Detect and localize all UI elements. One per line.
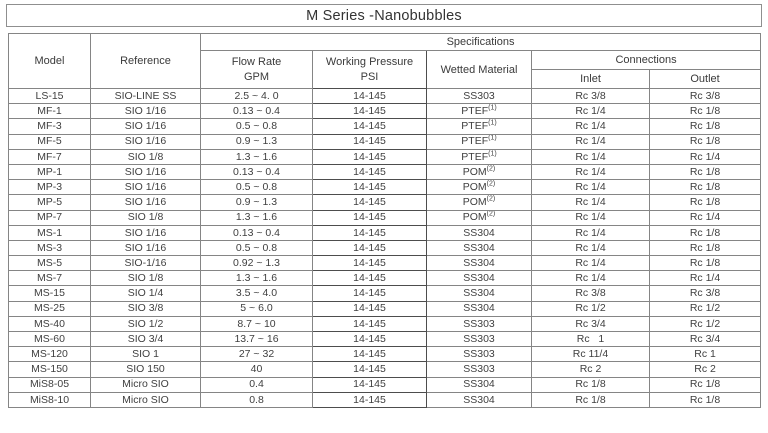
cell-inlet: Rc 1/4 xyxy=(532,164,650,179)
spec-table xyxy=(8,33,761,408)
header-flow-rate xyxy=(201,51,313,89)
page-title: M Series -Nanobubbles xyxy=(306,7,462,24)
cell-wetted-material: POM$^{(2)}$ xyxy=(427,180,532,195)
cell-inlet: Rc 2 xyxy=(532,362,650,377)
cell-flow-rate: 40 xyxy=(201,362,313,377)
cell-flow-rate: 0.5 ~ 0.8 xyxy=(201,180,313,195)
cell-model: MS-7 xyxy=(9,271,91,286)
cell-inlet: Rc 3/8 xyxy=(532,286,650,301)
cell-reference: SIO 1/16 xyxy=(91,119,201,134)
cell-model: MS-60 xyxy=(9,332,91,347)
cell-flow-rate: 0.13 ~ 0.4 xyxy=(201,104,313,119)
table-row xyxy=(9,377,761,392)
cell-outlet: Rc 1/8 xyxy=(650,104,761,119)
cell-inlet: Rc 3/4 xyxy=(532,316,650,331)
header-working-pressure xyxy=(313,51,427,89)
header-wetted-material: Wetted Material xyxy=(427,51,532,89)
cell-inlet: Rc 1 xyxy=(532,332,650,347)
cell-inlet: Rc 1/4 xyxy=(532,240,650,255)
cell-working-pressure: 14-145 xyxy=(313,104,427,119)
cell-inlet: Rc 1/4 xyxy=(532,104,650,119)
cell-model: MP-5 xyxy=(9,195,91,210)
cell-flow-rate: 0.92 ~ 1.3 xyxy=(201,256,313,271)
table-row xyxy=(9,271,761,286)
cell-reference: SIO-LINE SS xyxy=(91,89,201,104)
table-row xyxy=(9,332,761,347)
cell-reference: SIO 1/8 xyxy=(91,149,201,164)
cell-working-pressure: 14-145 xyxy=(313,134,427,149)
cell-flow-rate: 8.7 ~ 10 xyxy=(201,316,313,331)
cell-wetted-material: PTEF$^{(1)}$ xyxy=(427,104,532,119)
cell-outlet: Rc 1/8 xyxy=(650,392,761,407)
cell-working-pressure: 14-145 xyxy=(313,149,427,164)
header-working-pressure-label: Working Pressure xyxy=(325,55,414,68)
cell-reference: SIO-1/16 xyxy=(91,256,201,271)
cell-model: MS-40 xyxy=(9,316,91,331)
cell-model: MS-120 xyxy=(9,347,91,362)
cell-flow-rate: 1.3 ~ 1.6 xyxy=(201,210,313,225)
cell-flow-rate: 0.8 xyxy=(201,392,313,407)
table-row xyxy=(9,195,761,210)
cell-inlet: Rc 3/8 xyxy=(532,89,650,104)
wetted-material-note: (1) xyxy=(488,150,497,158)
header-model: Model xyxy=(9,34,91,89)
cell-wetted-material: POM$^{(2)}$ xyxy=(427,195,532,210)
cell-model: MS-3 xyxy=(9,240,91,255)
cell-flow-rate: 2.5 ~ 4. 0 xyxy=(201,89,313,104)
table-row xyxy=(9,89,761,104)
header-connections: Connections xyxy=(532,51,761,70)
cell-flow-rate: 0.5 ~ 0.8 xyxy=(201,240,313,255)
cell-wetted-material: SS303 xyxy=(427,316,532,331)
table-row xyxy=(9,180,761,195)
header-specifications: Specifications xyxy=(201,34,761,51)
cell-wetted-material: SS303 xyxy=(427,332,532,347)
cell-outlet: Rc 1/8 xyxy=(650,180,761,195)
table-row xyxy=(9,119,761,134)
cell-outlet: Rc 3/8 xyxy=(650,89,761,104)
cell-wetted-material: POM$^{(2)}$ xyxy=(427,164,532,179)
cell-reference: Micro SIO xyxy=(91,377,201,392)
cell-model: MiS8-10 xyxy=(9,392,91,407)
cell-flow-rate: 0.9 ~ 1.3 xyxy=(201,195,313,210)
header-flow-rate-label: Flow Rate xyxy=(231,55,282,68)
wetted-material-note: (2) xyxy=(486,210,496,218)
cell-reference: SIO 1/2 xyxy=(91,316,201,331)
cell-inlet: Rc 1/8 xyxy=(532,392,650,407)
cell-model: MP-3 xyxy=(9,180,91,195)
cell-working-pressure: 14-145 xyxy=(313,316,427,331)
table-row xyxy=(9,286,761,301)
cell-outlet: Rc 1/8 xyxy=(650,134,761,149)
cell-inlet: Rc 1/8 xyxy=(532,377,650,392)
cell-working-pressure: 14-145 xyxy=(313,210,427,225)
cell-reference: SIO 1 xyxy=(91,347,201,362)
cell-flow-rate: 0.13 ~ 0.4 xyxy=(201,164,313,179)
cell-working-pressure: 14-145 xyxy=(313,180,427,195)
cell-outlet: Rc 1/8 xyxy=(650,119,761,134)
table-row xyxy=(9,225,761,240)
table-row xyxy=(9,104,761,119)
cell-working-pressure: 14-145 xyxy=(313,392,427,407)
cell-outlet: Rc 1/8 xyxy=(650,377,761,392)
cell-wetted-material: PTEF$^{(1)}$ xyxy=(427,134,532,149)
cell-reference: SIO 1/8 xyxy=(91,271,201,286)
table-row xyxy=(9,210,761,225)
table-row xyxy=(9,240,761,255)
cell-model: MS-25 xyxy=(9,301,91,316)
cell-model: MP-1 xyxy=(9,164,91,179)
cell-working-pressure: 14-145 xyxy=(313,256,427,271)
cell-wetted-material: SS304 xyxy=(427,256,532,271)
cell-inlet: Rc 1/4 xyxy=(532,149,650,164)
cell-outlet: Rc 3/8 xyxy=(650,286,761,301)
cell-reference: SIO 1/4 xyxy=(91,286,201,301)
cell-reference: SIO 1/16 xyxy=(91,180,201,195)
cell-outlet: Rc 1/8 xyxy=(650,256,761,271)
header-flow-rate-unit: GPM xyxy=(243,70,270,83)
cell-wetted-material: SS303 xyxy=(427,347,532,362)
cell-working-pressure: 14-145 xyxy=(313,377,427,392)
cell-wetted-material: SS304 xyxy=(427,392,532,407)
cell-outlet: Rc 1/2 xyxy=(650,301,761,316)
cell-reference: SIO 1/16 xyxy=(91,195,201,210)
cell-outlet: Rc 1/4 xyxy=(650,210,761,225)
cell-outlet: Rc 1 xyxy=(650,347,761,362)
cell-reference: SIO 1/8 xyxy=(91,210,201,225)
cell-outlet: Rc 1/8 xyxy=(650,195,761,210)
cell-flow-rate: 3.5 ~ 4.0 xyxy=(201,286,313,301)
cell-model: MF-7 xyxy=(9,149,91,164)
cell-inlet: Rc 1/4 xyxy=(532,225,650,240)
cell-outlet: Rc 1/8 xyxy=(650,164,761,179)
title-box xyxy=(6,4,762,27)
cell-flow-rate: 5 ~ 6.0 xyxy=(201,301,313,316)
header-inlet: Inlet xyxy=(532,70,650,89)
wetted-material-note: (2) xyxy=(486,180,496,188)
cell-reference: SIO 1/16 xyxy=(91,104,201,119)
cell-inlet: Rc 1/4 xyxy=(532,134,650,149)
cell-wetted-material: SS304 xyxy=(427,301,532,316)
cell-model: MS-15 xyxy=(9,286,91,301)
header-row-specifications xyxy=(9,34,761,51)
table-row xyxy=(9,256,761,271)
cell-inlet: Rc 1/4 xyxy=(532,271,650,286)
cell-outlet: Rc 1/8 xyxy=(650,225,761,240)
cell-flow-rate: 1.3 ~ 1.6 xyxy=(201,149,313,164)
cell-working-pressure: 14-145 xyxy=(313,271,427,286)
wetted-material-note: (1) xyxy=(488,134,497,142)
cell-flow-rate: 1.3 ~ 1.6 xyxy=(201,271,313,286)
cell-working-pressure: 14-145 xyxy=(313,89,427,104)
cell-working-pressure: 14-145 xyxy=(313,286,427,301)
table-row xyxy=(9,347,761,362)
cell-working-pressure: 14-145 xyxy=(313,164,427,179)
cell-model: LS-15 xyxy=(9,89,91,104)
cell-wetted-material: PTEF$^{(1)}$ xyxy=(427,119,532,134)
cell-flow-rate: 13.7 ~ 16 xyxy=(201,332,313,347)
cell-flow-rate: 0.9 ~ 1.3 xyxy=(201,134,313,149)
cell-working-pressure: 14-145 xyxy=(313,195,427,210)
cell-working-pressure: 14-145 xyxy=(313,119,427,134)
cell-wetted-material: SS304 xyxy=(427,271,532,286)
cell-outlet: Rc 1/4 xyxy=(650,149,761,164)
cell-inlet: Rc 1/4 xyxy=(532,119,650,134)
cell-working-pressure: 14-145 xyxy=(313,301,427,316)
cell-outlet: Rc 3/4 xyxy=(650,332,761,347)
cell-working-pressure: 14-145 xyxy=(313,362,427,377)
cell-reference: SIO 3/4 xyxy=(91,332,201,347)
cell-wetted-material: SS304 xyxy=(427,377,532,392)
header-reference: Reference xyxy=(91,34,201,89)
header-outlet: Outlet xyxy=(650,70,761,89)
table-row xyxy=(9,362,761,377)
table-row xyxy=(9,301,761,316)
cell-flow-rate: 0.13 ~ 0.4 xyxy=(201,225,313,240)
cell-wetted-material: PTEF$^{(1)}$ xyxy=(427,149,532,164)
table-body xyxy=(9,89,761,408)
cell-outlet: Rc 1/4 xyxy=(650,271,761,286)
cell-reference: SIO 3/8 xyxy=(91,301,201,316)
cell-working-pressure: 14-145 xyxy=(313,225,427,240)
cell-reference: SIO 1/16 xyxy=(91,134,201,149)
cell-wetted-material: POM$^{(2)}$ xyxy=(427,210,532,225)
cell-flow-rate: 27 ~ 32 xyxy=(201,347,313,362)
cell-inlet: Rc 1/4 xyxy=(532,195,650,210)
wetted-material-note: (1) xyxy=(488,104,497,112)
cell-model: MS-5 xyxy=(9,256,91,271)
wetted-material-note: (2) xyxy=(486,195,496,203)
table-row xyxy=(9,149,761,164)
cell-outlet: Rc 2 xyxy=(650,362,761,377)
cell-wetted-material: SS303 xyxy=(427,362,532,377)
table-header xyxy=(9,34,761,89)
wetted-material-note: (1) xyxy=(488,119,497,127)
cell-inlet: Rc 1/2 xyxy=(532,301,650,316)
cell-wetted-material: SS303 xyxy=(427,89,532,104)
cell-inlet: Rc 1/4 xyxy=(532,256,650,271)
table-row xyxy=(9,392,761,407)
cell-inlet: Rc 1/4 xyxy=(532,210,650,225)
cell-model: MP-7 xyxy=(9,210,91,225)
cell-wetted-material: SS304 xyxy=(427,286,532,301)
cell-reference: SIO 1/16 xyxy=(91,240,201,255)
cell-model: MF-1 xyxy=(9,104,91,119)
cell-wetted-material: SS304 xyxy=(427,225,532,240)
cell-reference: SIO 150 xyxy=(91,362,201,377)
header-working-pressure-unit: PSI xyxy=(360,70,379,83)
cell-working-pressure: 14-145 xyxy=(313,240,427,255)
cell-inlet: Rc 1/4 xyxy=(532,180,650,195)
cell-model: MS-1 xyxy=(9,225,91,240)
cell-model: MF-3 xyxy=(9,119,91,134)
cell-flow-rate: 0.4 xyxy=(201,377,313,392)
cell-reference: SIO 1/16 xyxy=(91,225,201,240)
cell-inlet: Rc 11/4 xyxy=(532,347,650,362)
cell-wetted-material: SS304 xyxy=(427,240,532,255)
wetted-material-note: (2) xyxy=(486,165,496,173)
cell-flow-rate: 0.5 ~ 0.8 xyxy=(201,119,313,134)
cell-reference: Micro SIO xyxy=(91,392,201,407)
cell-model: MS-150 xyxy=(9,362,91,377)
table-row xyxy=(9,316,761,331)
cell-outlet: Rc 1/2 xyxy=(650,316,761,331)
cell-model: MiS8-05 xyxy=(9,377,91,392)
table-row xyxy=(9,164,761,179)
cell-model: MF-5 xyxy=(9,134,91,149)
cell-working-pressure: 14-145 xyxy=(313,332,427,347)
cell-reference: SIO 1/16 xyxy=(91,164,201,179)
table-row xyxy=(9,134,761,149)
cell-working-pressure: 14-145 xyxy=(313,347,427,362)
cell-outlet: Rc 1/8 xyxy=(650,240,761,255)
